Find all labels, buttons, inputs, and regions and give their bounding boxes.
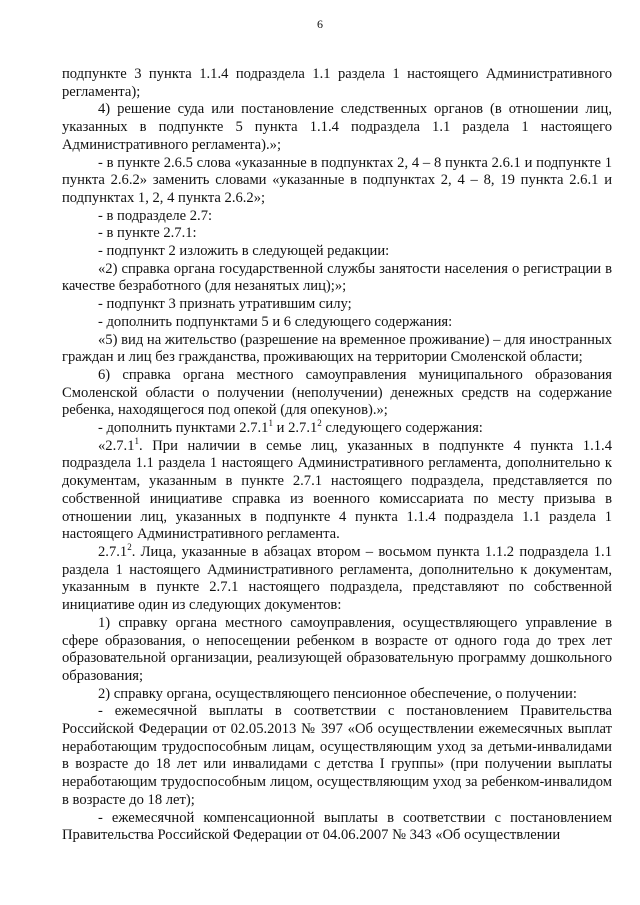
point-2-7-1-1-text: . При наличии в семье лиц, указанных в подпункте 4 пункта 1.1.4 подраздела 1.1 раздела 1 настоящего Административного регламента, дополнительно к документам, указанным в пункте 2.7.1 настоящего подраздела, представляется по собственной инициативе справка из военного комиссариата по месту призыва в отношении лиц, указанных в подпункте 4 пункта 1.1.4 подраздела 1.1 раздела 1 настоящего Административного регламента. [62,437,612,543]
point-2-7-1-1-sup: 1 [134,435,139,446]
point-2-7-1-1-number: «2.7.1 [98,437,135,454]
page-number: 6 [317,17,323,31]
paragraph-2-7-1-2 [62,541,612,615]
paragraph-item-2-6-5: - в пункте 2.6.5 слова «указанные в подпунктах 2, 4 – 8 пункта 2.6.1 и подпункте 1 пункта 2.6.2» заменить словами «указанные в подпунктах 2, 4 – 8, 19 пункта 2.6.1 и подпунктах 1, 2, 4 пункта 2.6.2»; [62,154,612,206]
paragraph-item-4: 4) решение суда или постановление следственных органов (в отношении лиц, указанных в подпункте 5 пункта 1.1.4 подраздела 1.1 раздела 1 настоящего Административного регламента).»; [62,101,612,153]
add-points-sup-1: 1 [268,418,273,429]
paragraph-doc-2: 2) справку органа, осуществляющего пенсионное обеспечение, о получении: [98,685,577,702]
paragraph-continuation: подпункте 3 пункта 1.1.4 подраздела 1.1 раздела 1 настоящего Административного регламента); [62,66,612,100]
paragraph-subpoint-2: - подпункт 2 изложить в следующей редакции: [98,243,390,260]
add-points-before: - дополнить пунктами 2.7.1 [98,420,269,437]
paragraph-item-6: 6) справка органа местного самоуправления муниципального образования Смоленской области о получении (неполучении) денежных средств на содержание ребенка, находящегося под опекой (для опекунов).»; [62,366,612,419]
paragraph-compensation-payment: - ежемесячной компенсационной выплаты в соответствии с постановлением Правительства Российской Федерации от 04.06.2007 № 343 «Об осуществлении [62,809,612,844]
paragraph-2-7-1-1 [62,435,612,544]
add-points-sup-2: 2 [317,418,322,429]
add-points-after: следующего содержания: [321,420,483,437]
document-body [62,66,612,845]
paragraph-monthly-payment: - ежемесячной выплаты в соответствии с постановлением Правительства Российской Федерации от 02.05.2013 № 397 «Об осуществлении ежемесячных выплат неработающим трудоспособным лицам, осуществляющим уход за детьми-инвалидами в возрасте до 18 лет или инвалидами с детства I группы» (при получении выплаты неработающим трудоспособным лицом, осуществляющим уход за ребенком-инвалидом в возрасте до 18 лет); [62,703,612,808]
point-2-7-1-2-sup: 2 [127,541,132,552]
point-2-7-1-2-text: . Лица, указанные в абзацах втором – восьмом пункта 1.1.2 подраздела 1.1 раздела 1 настоящего Административного регламента, дополнительно к документам, указанным в пункте 2.7.1 настоящего подраздела, представляют по собственной инициативе один из следующих документов: [62,543,612,614]
point-2-7-1-2-number: 2.7.1 [98,543,128,560]
paragraph-doc-1: 1) справку органа местного самоуправления, осуществляющего управление в сфере образования, о непосещении ребенком в возрасте от одного года до трех лет образовательной организации, реализующей образовательную программу дошкольного образования; [62,614,612,684]
paragraph-point-2-7-1: - в пункте 2.7.1: [98,225,197,242]
paragraph-quote-2: «2) справка органа государственной службы занятости населения о регистрации в качестве безработного (для незанятых лиц);»; [62,260,612,295]
add-points-middle: и 2.7.1 [272,420,318,437]
paragraph-add-points [62,420,612,438]
paragraph-quote-5: «5) вид на жительство (разрешение на временное проживание) – для иностранных граждан и лиц без гражданства, проживающих на территории Смоленской области; [62,331,612,366]
paragraph-subsection-2-7: - в подразделе 2.7: [98,207,213,224]
paragraph-add-5-6: - дополнить подпунктами 5 и 6 следующего содержания: [98,313,453,330]
paragraph-subpoint-3: - подпункт 3 признать утратившим силу; [98,296,352,313]
